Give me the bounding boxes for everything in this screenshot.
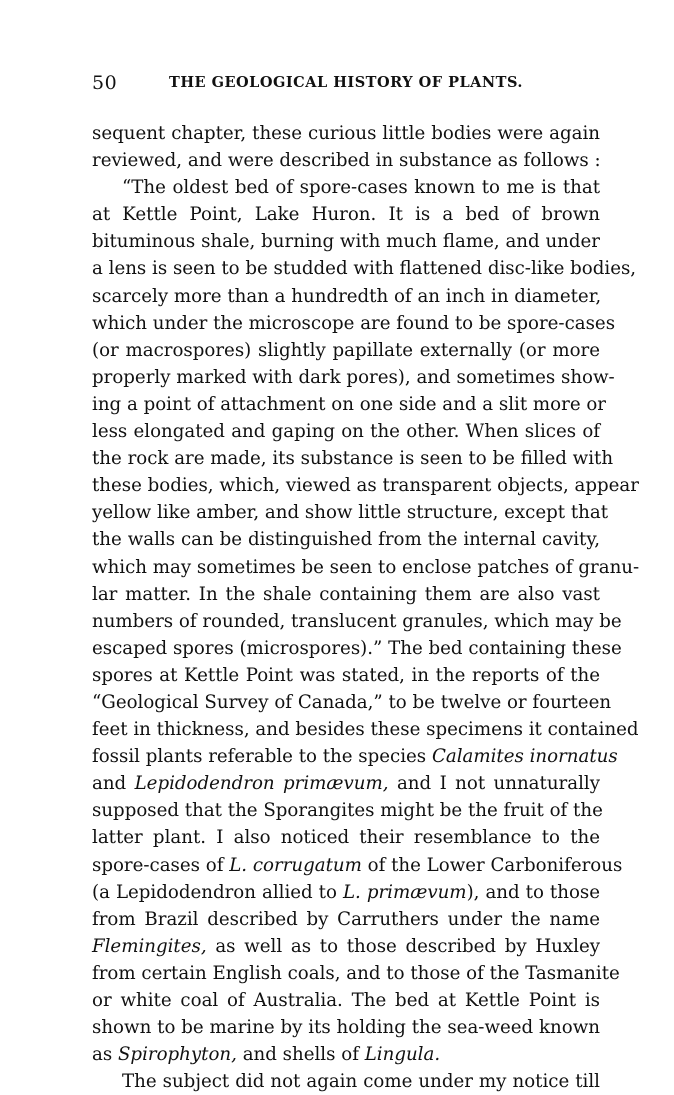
text-line: latter plant. I also noticed their resemblance to the xyxy=(92,827,600,849)
page-number: 50 xyxy=(92,72,118,94)
species-name: Calamites inornatus xyxy=(431,746,618,768)
text-line: at Kettle Point, Lake Huron. It is a bed of brown xyxy=(92,204,600,226)
text-line: supposed that the Sporangites might be the fruit of the xyxy=(92,800,603,822)
running-title: THE GEOLOGICAL HISTORY OF PLANTS. xyxy=(169,74,523,91)
text-line: yellow like amber, and show little structure, except that xyxy=(92,502,609,524)
text-line: feet in thickness, and besides these specimens it contained xyxy=(92,719,639,741)
text-run: as xyxy=(92,1044,118,1066)
text-line: “The oldest bed of spore-cases known to me is that xyxy=(122,177,600,199)
text-line: which under the microscope are found to be spore-cases xyxy=(92,312,616,334)
text-line: The subject did not again come under my notice till xyxy=(122,1071,600,1093)
text-run: fossil plants referable to the species xyxy=(92,746,432,768)
body-text xyxy=(92,120,640,1095)
text-run: and xyxy=(92,773,135,795)
text-line xyxy=(92,743,618,770)
text-line: (or macrospores) slightly papillate externally (or more xyxy=(92,339,600,361)
text-line: numbers of rounded, translucent granules, which may be xyxy=(92,610,622,632)
text-line: “Geological Survey of Canada,” to be twelve or fourteen xyxy=(92,691,612,713)
text-line: sequent chapter, these curious little bodies were again xyxy=(92,123,600,144)
species-name: L. corrugatum xyxy=(229,854,362,876)
text-line: reviewed, and were described in substance as follows : xyxy=(92,150,601,172)
text-line xyxy=(92,770,600,797)
text-run: ), and to those xyxy=(466,881,600,903)
text-run: and shells of xyxy=(236,1044,365,1066)
text-line: scarcely more than a hundredth of an inch in diameter, xyxy=(92,285,602,307)
genus-name: Flemingites, xyxy=(92,935,207,957)
running-header xyxy=(92,72,600,96)
species-name: L. primævum xyxy=(342,881,467,903)
text-line: ing a point of attachment on one side and a slit more or xyxy=(92,393,607,415)
text-line: or white coal of Australia. The bed at Kettle Point is xyxy=(92,990,600,1011)
text-line: from Brazil described by Carruthers under the name xyxy=(92,908,600,930)
text-line: the walls can be distinguished from the internal cavity, xyxy=(92,529,600,551)
text-line: the rock are made, its substance is seen to be filled with xyxy=(92,448,614,470)
text-line: escaped spores (microspores).” The bed containing these xyxy=(92,637,622,659)
text-line xyxy=(92,852,623,879)
text-line: a lens is seen to be studded with flattened disc-like bodies, xyxy=(92,258,637,280)
text-line: lar matter. In the shale containing them are also vast xyxy=(92,583,600,605)
genus-name: Lingula. xyxy=(364,1044,441,1066)
species-name: Lepidodendron primævum, xyxy=(134,773,389,795)
text-run: spore-cases of xyxy=(92,854,230,876)
text-line: from certain English coals, and to those of the Tasmanite xyxy=(92,962,620,984)
genus-name: Spirophyton, xyxy=(117,1044,237,1066)
book-page xyxy=(92,72,640,1095)
text-run: of the Lower Carboniferous xyxy=(361,854,623,876)
text-line: shown to be marine by its holding the sea-weed known xyxy=(92,1017,600,1039)
text-line: spores at Kettle Point was stated, in the reports of the xyxy=(92,664,600,686)
text-line: bituminous shale, burning with much flame, and under xyxy=(92,231,600,253)
text-line: which may sometimes be seen to enclose patches of granu- xyxy=(92,556,640,578)
text-line: less elongated and gaping on the other. When slices of xyxy=(92,421,600,443)
text-line: properly marked with dark pores), and sometimes show- xyxy=(92,366,615,388)
text-line: these bodies, which, viewed as transparent objects, appear xyxy=(92,475,639,497)
text-run: (a Lepidodendron allied to xyxy=(92,881,343,903)
text-line xyxy=(92,879,600,906)
text-run: and I not unnaturally xyxy=(388,773,600,795)
text-line xyxy=(92,933,600,960)
text-line xyxy=(92,1041,600,1068)
text-run: as well as to those described by Huxley xyxy=(206,935,600,957)
